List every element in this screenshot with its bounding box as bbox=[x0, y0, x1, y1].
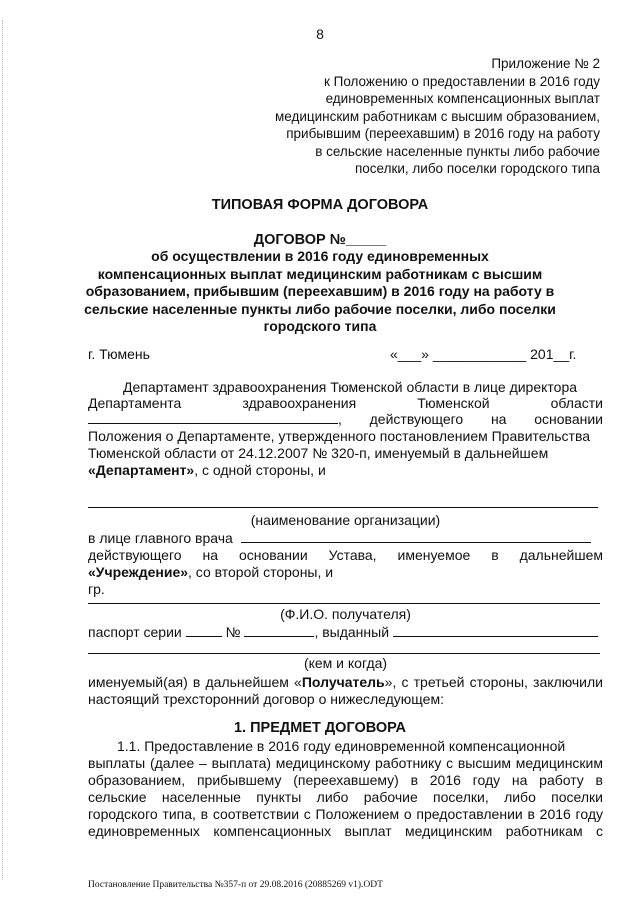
place-date-row bbox=[88, 346, 603, 362]
party3-line: настоящий трехсторонний договор о нижеследующем: bbox=[88, 691, 444, 707]
subtitle-line: образованием, прибывшим (переехавшим) в 2016 году на работу в bbox=[85, 283, 555, 299]
contract-subtitle bbox=[60, 248, 580, 336]
contract-title: ДОГОВОР №_____ bbox=[253, 232, 387, 248]
text: именуемое bbox=[397, 547, 471, 563]
appendix-line: Приложение № 2 bbox=[491, 56, 600, 71]
appendix-line: поселки, либо поселки городского типа bbox=[354, 161, 600, 176]
text: № bbox=[225, 624, 241, 640]
party3-name: Получатель bbox=[301, 674, 385, 690]
party2-line bbox=[88, 547, 603, 563]
text: основании bbox=[534, 411, 603, 427]
footer-note: Постановление Правительства №357-п от 29.08.2016 (20885269 v1).ODT bbox=[88, 880, 383, 890]
section1-heading: 1. ПРЕДМЕТ ДОГОВОРА bbox=[233, 720, 407, 736]
party1-name: «Департамент» bbox=[88, 462, 195, 478]
party1-line: Департамент здравоохранения Тюменской области в лице директора bbox=[123, 379, 578, 395]
issued-caption: (кем и когда) bbox=[303, 655, 388, 671]
passport-row bbox=[88, 624, 603, 640]
party1-line: Тюменской области от 24.12.2007 № 320-п, именуемый в дальнейшем bbox=[88, 445, 549, 461]
party2-line bbox=[88, 564, 603, 580]
recipient-name-blank[interactable] bbox=[88, 603, 600, 604]
subtitle-line: компенсационных выплат медицинским работникам с высшим bbox=[97, 265, 543, 282]
section1-line: сельские населенные пункты либо рабочие поселки, либо поселки bbox=[88, 789, 603, 805]
text: Департамента bbox=[88, 395, 182, 411]
party1-line bbox=[88, 395, 603, 411]
text: », с третьей стороны, заключили bbox=[384, 674, 603, 690]
section1-line: единовременных компенсационных выплат медицинским работникам с bbox=[88, 823, 603, 839]
text: основании bbox=[238, 547, 308, 563]
text: в bbox=[491, 547, 499, 563]
text: в лице главного врача bbox=[88, 530, 233, 546]
appendix-line: в сельские населенные пункты либо рабочие bbox=[315, 143, 600, 159]
text: именуемый(ая) в дальнейшем « bbox=[88, 674, 302, 690]
text: паспорт серии bbox=[88, 624, 182, 640]
appendix-line: к Положению о предоставлении в 2016 году bbox=[323, 73, 600, 89]
text: , со второй стороны, и bbox=[188, 564, 334, 580]
section1-line: городского типа, в соответствии с Положением о предоставлении в 2016 году bbox=[88, 806, 603, 822]
citizen-label: гр. bbox=[88, 581, 105, 597]
text: действующего bbox=[88, 547, 182, 563]
subtitle-line: сельские населенные пункты либо рабочие поселки, либо поселки bbox=[84, 300, 556, 317]
passport-issued-blank[interactable] bbox=[393, 624, 598, 637]
recipient-caption: (Ф.И.О. получателя) bbox=[280, 606, 411, 622]
contract-date: «___» ____________ 201__г. bbox=[390, 346, 577, 362]
text: на bbox=[490, 411, 507, 427]
passport-number-blank[interactable] bbox=[244, 624, 314, 637]
section1-line: образованием, прибывшему (переехавшему) в 2016 году на работу в bbox=[88, 772, 603, 788]
director-name-blank[interactable] bbox=[88, 411, 338, 424]
organization-blank[interactable] bbox=[88, 507, 598, 508]
chief-name-blank[interactable] bbox=[241, 530, 591, 543]
party2-name: «Учреждение» bbox=[88, 564, 189, 580]
page-number: 8 bbox=[316, 26, 324, 42]
party1-line: Положения о Департаменте, утвержденного постановлением Правительства bbox=[88, 428, 591, 444]
form-title: ТИПОВАЯ ФОРМА ДОГОВОРА bbox=[211, 197, 429, 213]
section1-line: выплаты (далее – выплата) медицинскому работнику с высшим медицинским bbox=[88, 755, 603, 771]
text: Устава, bbox=[328, 547, 377, 563]
appendix-line: медицинским работникам с высшим образованием, bbox=[275, 108, 600, 124]
text: действующего bbox=[369, 411, 464, 427]
page-edge bbox=[2, 20, 4, 880]
party3-line bbox=[88, 674, 603, 690]
subtitle-line: об осуществлении в 2016 году единовременных bbox=[151, 248, 489, 264]
text: Тюменской bbox=[417, 395, 490, 411]
party1-line bbox=[88, 411, 603, 427]
text: области bbox=[550, 395, 603, 411]
issued-by-blank[interactable] bbox=[88, 653, 600, 654]
organization-caption: (наименование организации) bbox=[250, 512, 441, 528]
subtitle-line: городского типа bbox=[263, 318, 377, 334]
appendix-header bbox=[180, 55, 600, 178]
party1-line bbox=[88, 462, 603, 478]
text: дальнейшем bbox=[519, 547, 603, 563]
appendix-line: прибывшим (переехавшим) в 2016 году на работу bbox=[286, 126, 600, 141]
appendix-line: единовременных компенсационных выплат bbox=[325, 91, 600, 106]
text: , bbox=[338, 411, 342, 427]
text: , выданный bbox=[314, 624, 390, 640]
passport-series-blank[interactable] bbox=[186, 624, 222, 637]
text: здравоохранения bbox=[242, 395, 357, 411]
chief-row bbox=[88, 530, 603, 546]
place: г. Тюмень bbox=[88, 346, 150, 362]
text: , с одной стороны, и bbox=[194, 462, 326, 478]
text: на bbox=[202, 547, 219, 563]
section1-line: 1.1. Предоставление в 2016 году единовременной компенсационной bbox=[117, 738, 566, 754]
